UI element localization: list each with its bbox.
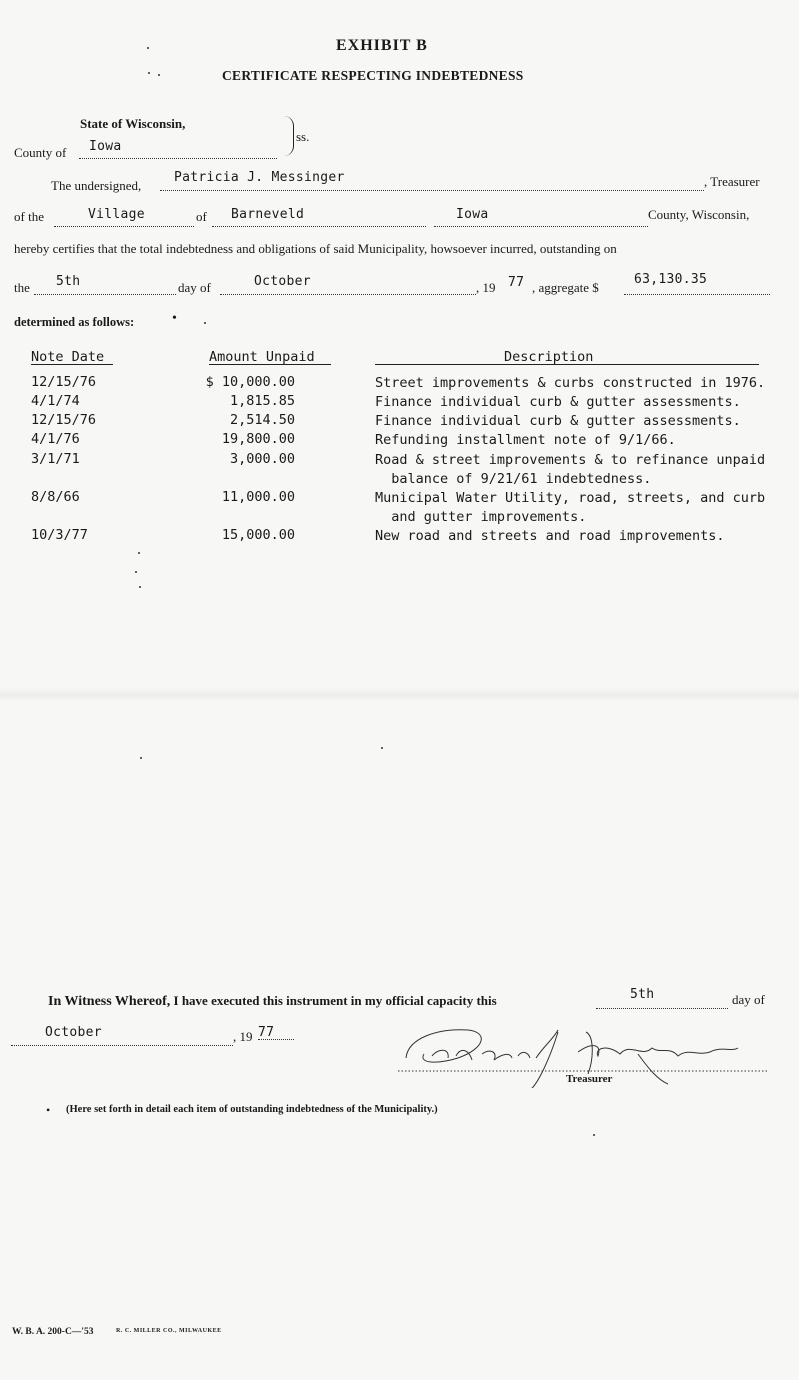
brace xyxy=(283,116,294,156)
table-row-amount: 1,815.85 xyxy=(229,393,295,409)
exhibit-title: EXHIBIT B xyxy=(336,37,428,54)
of-label: of xyxy=(196,209,207,224)
aggregate-label: , aggregate $ xyxy=(532,280,599,295)
treasurer-label: , Treasurer xyxy=(704,174,760,189)
treasurer-signature-label: Treasurer xyxy=(566,1073,613,1085)
printer-imprint: R. C. MILLER CO., MILWAUKEE xyxy=(116,1328,222,1334)
table-row-amount: 15,000.00 xyxy=(221,527,295,543)
municipality-name: Barneveld xyxy=(231,207,305,222)
speck xyxy=(139,586,141,588)
year-value: 77 xyxy=(508,275,525,290)
table-row-date: 8/8/66 xyxy=(31,489,80,505)
speck xyxy=(148,72,150,74)
the-label: the xyxy=(14,280,30,295)
speck xyxy=(140,757,142,759)
day-of-label: day of xyxy=(178,280,211,295)
table-row-description: Municipal Water Utility, road, streets, and curb and gutter improvements. xyxy=(375,490,766,525)
header-underline-amount xyxy=(209,364,331,365)
table-row-amount: 19,800.00 xyxy=(221,431,295,447)
year-prefix: , 19 xyxy=(476,280,496,295)
speck xyxy=(158,74,160,76)
speck xyxy=(204,322,206,324)
table-row-date: 4/1/74 xyxy=(31,393,80,409)
undersigned-label: The undersigned, xyxy=(51,178,142,193)
form-id: W. B. A. 200-C—'53 xyxy=(12,1327,94,1337)
speck xyxy=(147,47,149,49)
table-row-amount: 2,514.50 xyxy=(229,412,295,428)
table-row-amount: 11,000.00 xyxy=(221,489,295,505)
witness-year-prefix: , 19 xyxy=(233,1029,253,1044)
table-row-amount: $ 10,000.00 xyxy=(205,374,295,390)
table-row-amount: 3,000.00 xyxy=(229,451,295,467)
witness-year: 77 xyxy=(258,1025,275,1040)
footnote: (Here set forth in detail each item of outstanding indebtedness of the Municipality.) xyxy=(66,1104,438,1115)
header-description: Description xyxy=(504,349,594,365)
table-row-date: 12/15/76 xyxy=(31,412,97,428)
header-underline-description xyxy=(375,364,759,365)
county-value: Iowa xyxy=(89,139,122,154)
witness-day-of: day of xyxy=(732,992,765,1007)
table-row-date: 12/15/76 xyxy=(31,374,97,390)
table-row-description: Finance individual curb & gutter assessments. xyxy=(375,394,741,410)
certifier-name: Patricia J. Messinger xyxy=(174,170,345,185)
determined-label: determined as follows: xyxy=(14,315,135,329)
table-row-description: New road and streets and road improvements. xyxy=(375,528,725,544)
witness-month: October xyxy=(45,1025,102,1040)
ss-label: ss. xyxy=(296,129,310,144)
month-value: October xyxy=(254,274,311,289)
witness-statement xyxy=(48,993,497,1010)
certification-statement: hereby certifies that the total indebtedness and obligations of said Municipality, howsoever incurred, outstanding on xyxy=(14,241,617,256)
table-row-description: Street improvements & curbs constructed in 1976. xyxy=(375,375,766,391)
speck xyxy=(593,1134,595,1136)
county-wi-label: County, Wisconsin, xyxy=(648,207,750,222)
witness-day: 5th xyxy=(630,987,655,1002)
witness-text: I have executed this instrument in my official capacity this xyxy=(173,993,497,1008)
table-row-date: 10/3/77 xyxy=(31,527,88,543)
table-row-description: Refunding installment note of 9/1/66. xyxy=(375,432,676,448)
table-row-description: Finance individual curb & gutter assessments. xyxy=(375,413,741,429)
county-label: County of xyxy=(14,145,67,160)
witness-bold: In Witness Whereof, xyxy=(48,994,171,1009)
table-row-date: 4/1/76 xyxy=(31,431,80,447)
county-name: Iowa xyxy=(456,207,489,222)
table-row-description: Road & street improvements & to refinance unpaid balance of 9/21/61 indebtedness. xyxy=(375,452,766,487)
table-row-date: 3/1/71 xyxy=(31,451,80,467)
municipality-type: Village xyxy=(88,207,145,222)
document-title: CERTIFICATE RESPECTING INDEBTEDNESS xyxy=(222,68,524,83)
state-label: State of Wisconsin, xyxy=(80,116,186,131)
of-the-label: of the xyxy=(14,209,44,224)
witness-year-dots xyxy=(258,1025,294,1045)
bullet-mark: • xyxy=(172,311,177,326)
speck xyxy=(135,571,137,573)
paper-fold xyxy=(0,688,799,702)
speck xyxy=(138,552,140,554)
footnote-bullet: • xyxy=(46,1103,51,1117)
day-value: 5th xyxy=(56,274,81,289)
aggregate-value: 63,130.35 xyxy=(634,272,708,287)
header-underline-date xyxy=(31,364,113,365)
speck xyxy=(381,747,383,749)
header-amount-unpaid: Amount Unpaid xyxy=(209,349,315,365)
header-note-date: Note Date xyxy=(31,349,105,365)
